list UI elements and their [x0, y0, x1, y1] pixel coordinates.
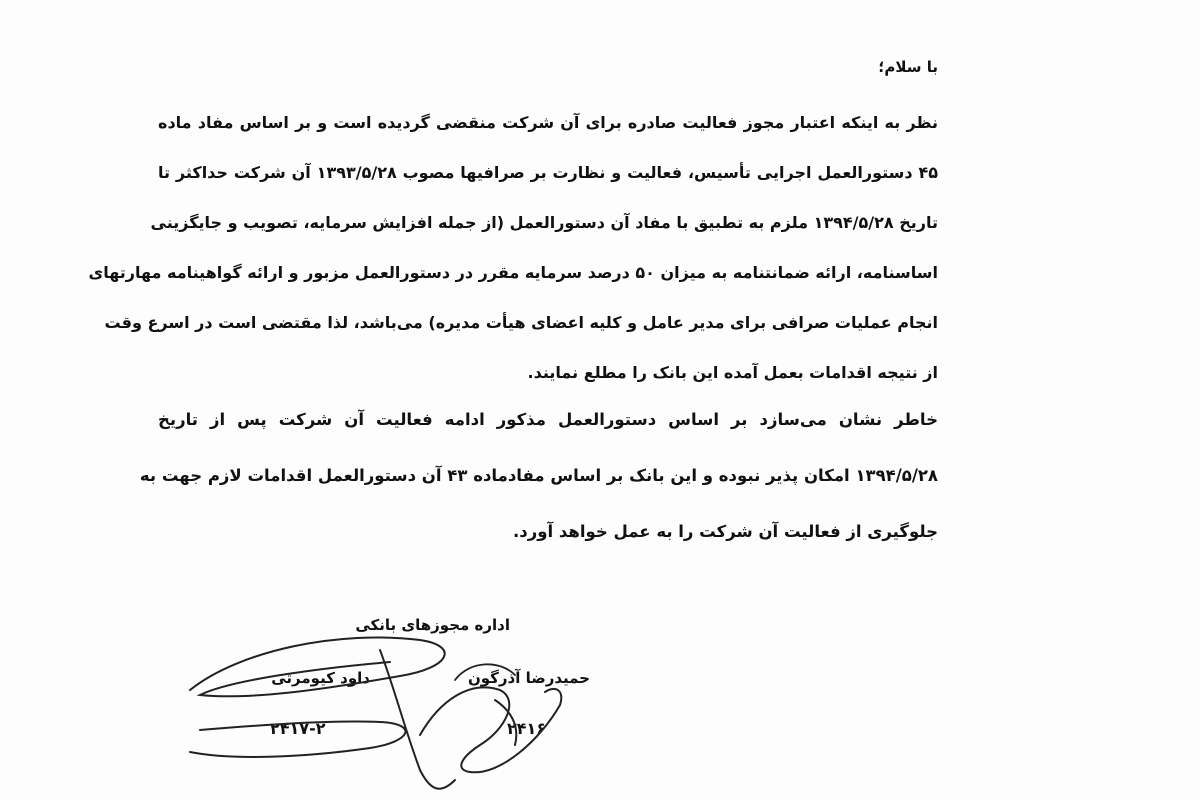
salutation: با سلام؛: [878, 58, 938, 76]
paragraph-line: ۴۵ دستورالعمل اجرایی تأسیس، فعالیت و نظارت بر صرافیها مصوب ۱۳۹۳/۵/۲۸ آن شرکت حداکثر تا: [158, 163, 938, 182]
paragraph-line: انجام عملیات صرافی برای مدیر عامل و کلیه اعضای هیأت مدیره) می‌باشد، لذا مقتضی است در اسرع وقت: [104, 313, 938, 332]
paragraph-line: تاریخ ۱۳۹۴/۵/۲۸ ملزم به تطبیق با مفاد آن دستورالعمل (از جمله افزایش سرمایه، تصویب و جایگزینی: [150, 213, 938, 232]
paragraph-line: نظر به اینکه اعتبار مجوز فعالیت صادره برای آن شرکت منقضی گردیده است و بر اساس مفاد ماده: [158, 113, 938, 132]
paragraph-line: ۱۳۹۴/۵/۲۸ امکان پذیر نبوده و این بانک بر اساس مفادماده ۴۳ آن دستورالعمل اقدامات لازم جهت به: [139, 466, 938, 485]
paragraph-line: از نتیجه اقدامات بعمل آمده این بانک را مطلع نمایند.: [527, 363, 938, 382]
signature-department: اداره مجوزهای بانکی: [355, 616, 510, 634]
signatory-1-name: حمیدرضا آذرگون: [467, 669, 590, 687]
paragraph-line: خاطر نشان می‌سازد بر اساس دستورالعمل مذکور ادامه فعالیت آن شرکت پس از تاریخ: [158, 410, 938, 429]
signatory-2-name: داود کیومرثی: [271, 669, 370, 687]
signatory-1-code: ۲۴۱۶: [507, 719, 547, 738]
signature-scribble-left: [190, 637, 455, 788]
paragraph-line: جلوگیری از فعالیت آن شرکت را به عمل خواهد آورد.: [513, 522, 938, 541]
paragraph-notice: [88, 98, 938, 398]
paragraph-line: اساسنامه، ارائه ضمانتنامه به میزان ۵۰ درصد سرمایه مقرر در دستورالعمل مزبور و ارائه گواهینامه مهارتهای: [88, 263, 938, 282]
paragraph-warning: [139, 392, 938, 560]
signatory-2-code: ۲۴۱۷-۲: [270, 719, 326, 738]
